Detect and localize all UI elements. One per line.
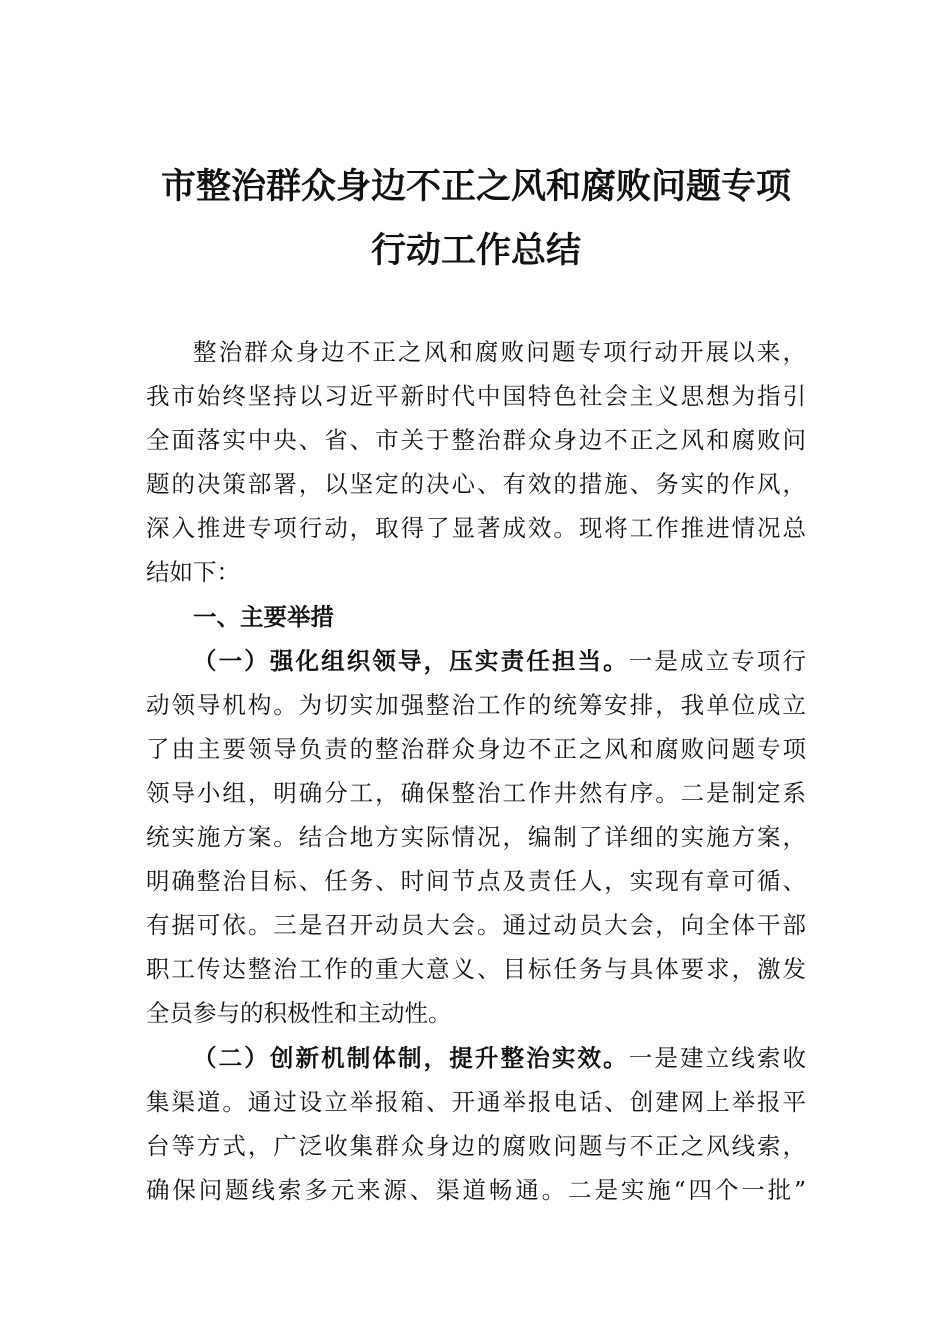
paragraph-line: 了由主要领导负责的整治群众身边不正之风和腐败问题专项 — [146, 734, 806, 763]
section-heading: 一、主要举措 — [193, 602, 334, 631]
subsection-heading: （二）创新机制体制，提升整治实效。 — [193, 1043, 629, 1072]
paragraph-text: 一是成立专项行 — [628, 646, 807, 675]
document-title — [146, 155, 806, 283]
paragraph-line: 确保问题线索多元来源、渠道畅通。二是实施“四个一批” — [146, 1175, 806, 1204]
intro-line: 题的决策部署，以坚定的决心、有效的措施、务实的作风， — [146, 470, 806, 499]
intro-line: 深入推进专项行动，取得了显著成效。现将工作推进情况总 — [146, 514, 806, 543]
paragraph-line: 有据可依。三是召开动员大会。通过动员大会，向全体干部 — [146, 911, 806, 940]
paragraph-line: 集渠道。通过设立举报箱、开通举报电话、创建网上举报平 — [146, 1087, 806, 1116]
intro-line: 整治群众身边不正之风和腐败问题专项行动开展以来， — [193, 338, 806, 366]
subsection-heading: （一）强化组织领导，压实责任担当。 — [193, 646, 629, 675]
title-line-1: 市整治群众身边不正之风和腐败问题专项 — [160, 166, 791, 207]
paragraph-text: 一是建立线索收 — [628, 1043, 807, 1072]
paragraph-first-line — [146, 1036, 806, 1080]
paragraph-line: 明确整治目标、任务、时间节点及责任人，实现有章可循、 — [146, 867, 806, 896]
paragraph-line: 台等方式，广泛收集群众身边的腐败问题与不正之风线索， — [146, 1131, 806, 1160]
document-body — [146, 330, 806, 1212]
intro-line: 全面落实中央、省、市关于整治群众身边不正之风和腐败问 — [146, 426, 806, 455]
title-line-2: 行动工作总结 — [370, 230, 581, 271]
paragraph-line: 动领导机构。为切实加强整治工作的统筹安排，我单位成立 — [146, 690, 806, 719]
paragraph-line: 职工传达整治工作的重大意义、目标任务与具体要求，激发 — [146, 955, 806, 984]
paragraph-line: 全员参与的积极性和主动性。 — [146, 999, 452, 1028]
intro-line: 我市始终坚持以习近平新时代中国特色社会主义思想为指引 — [146, 382, 806, 411]
paragraph-line: 统实施方案。结合地方实际情况，编制了详细的实施方案， — [146, 823, 806, 852]
paragraph-line: 领导小组，明确分工，确保整治工作井然有序。二是制定系 — [146, 778, 806, 807]
paragraph-first-line — [146, 639, 806, 683]
intro-line: 结如下： — [146, 558, 240, 587]
